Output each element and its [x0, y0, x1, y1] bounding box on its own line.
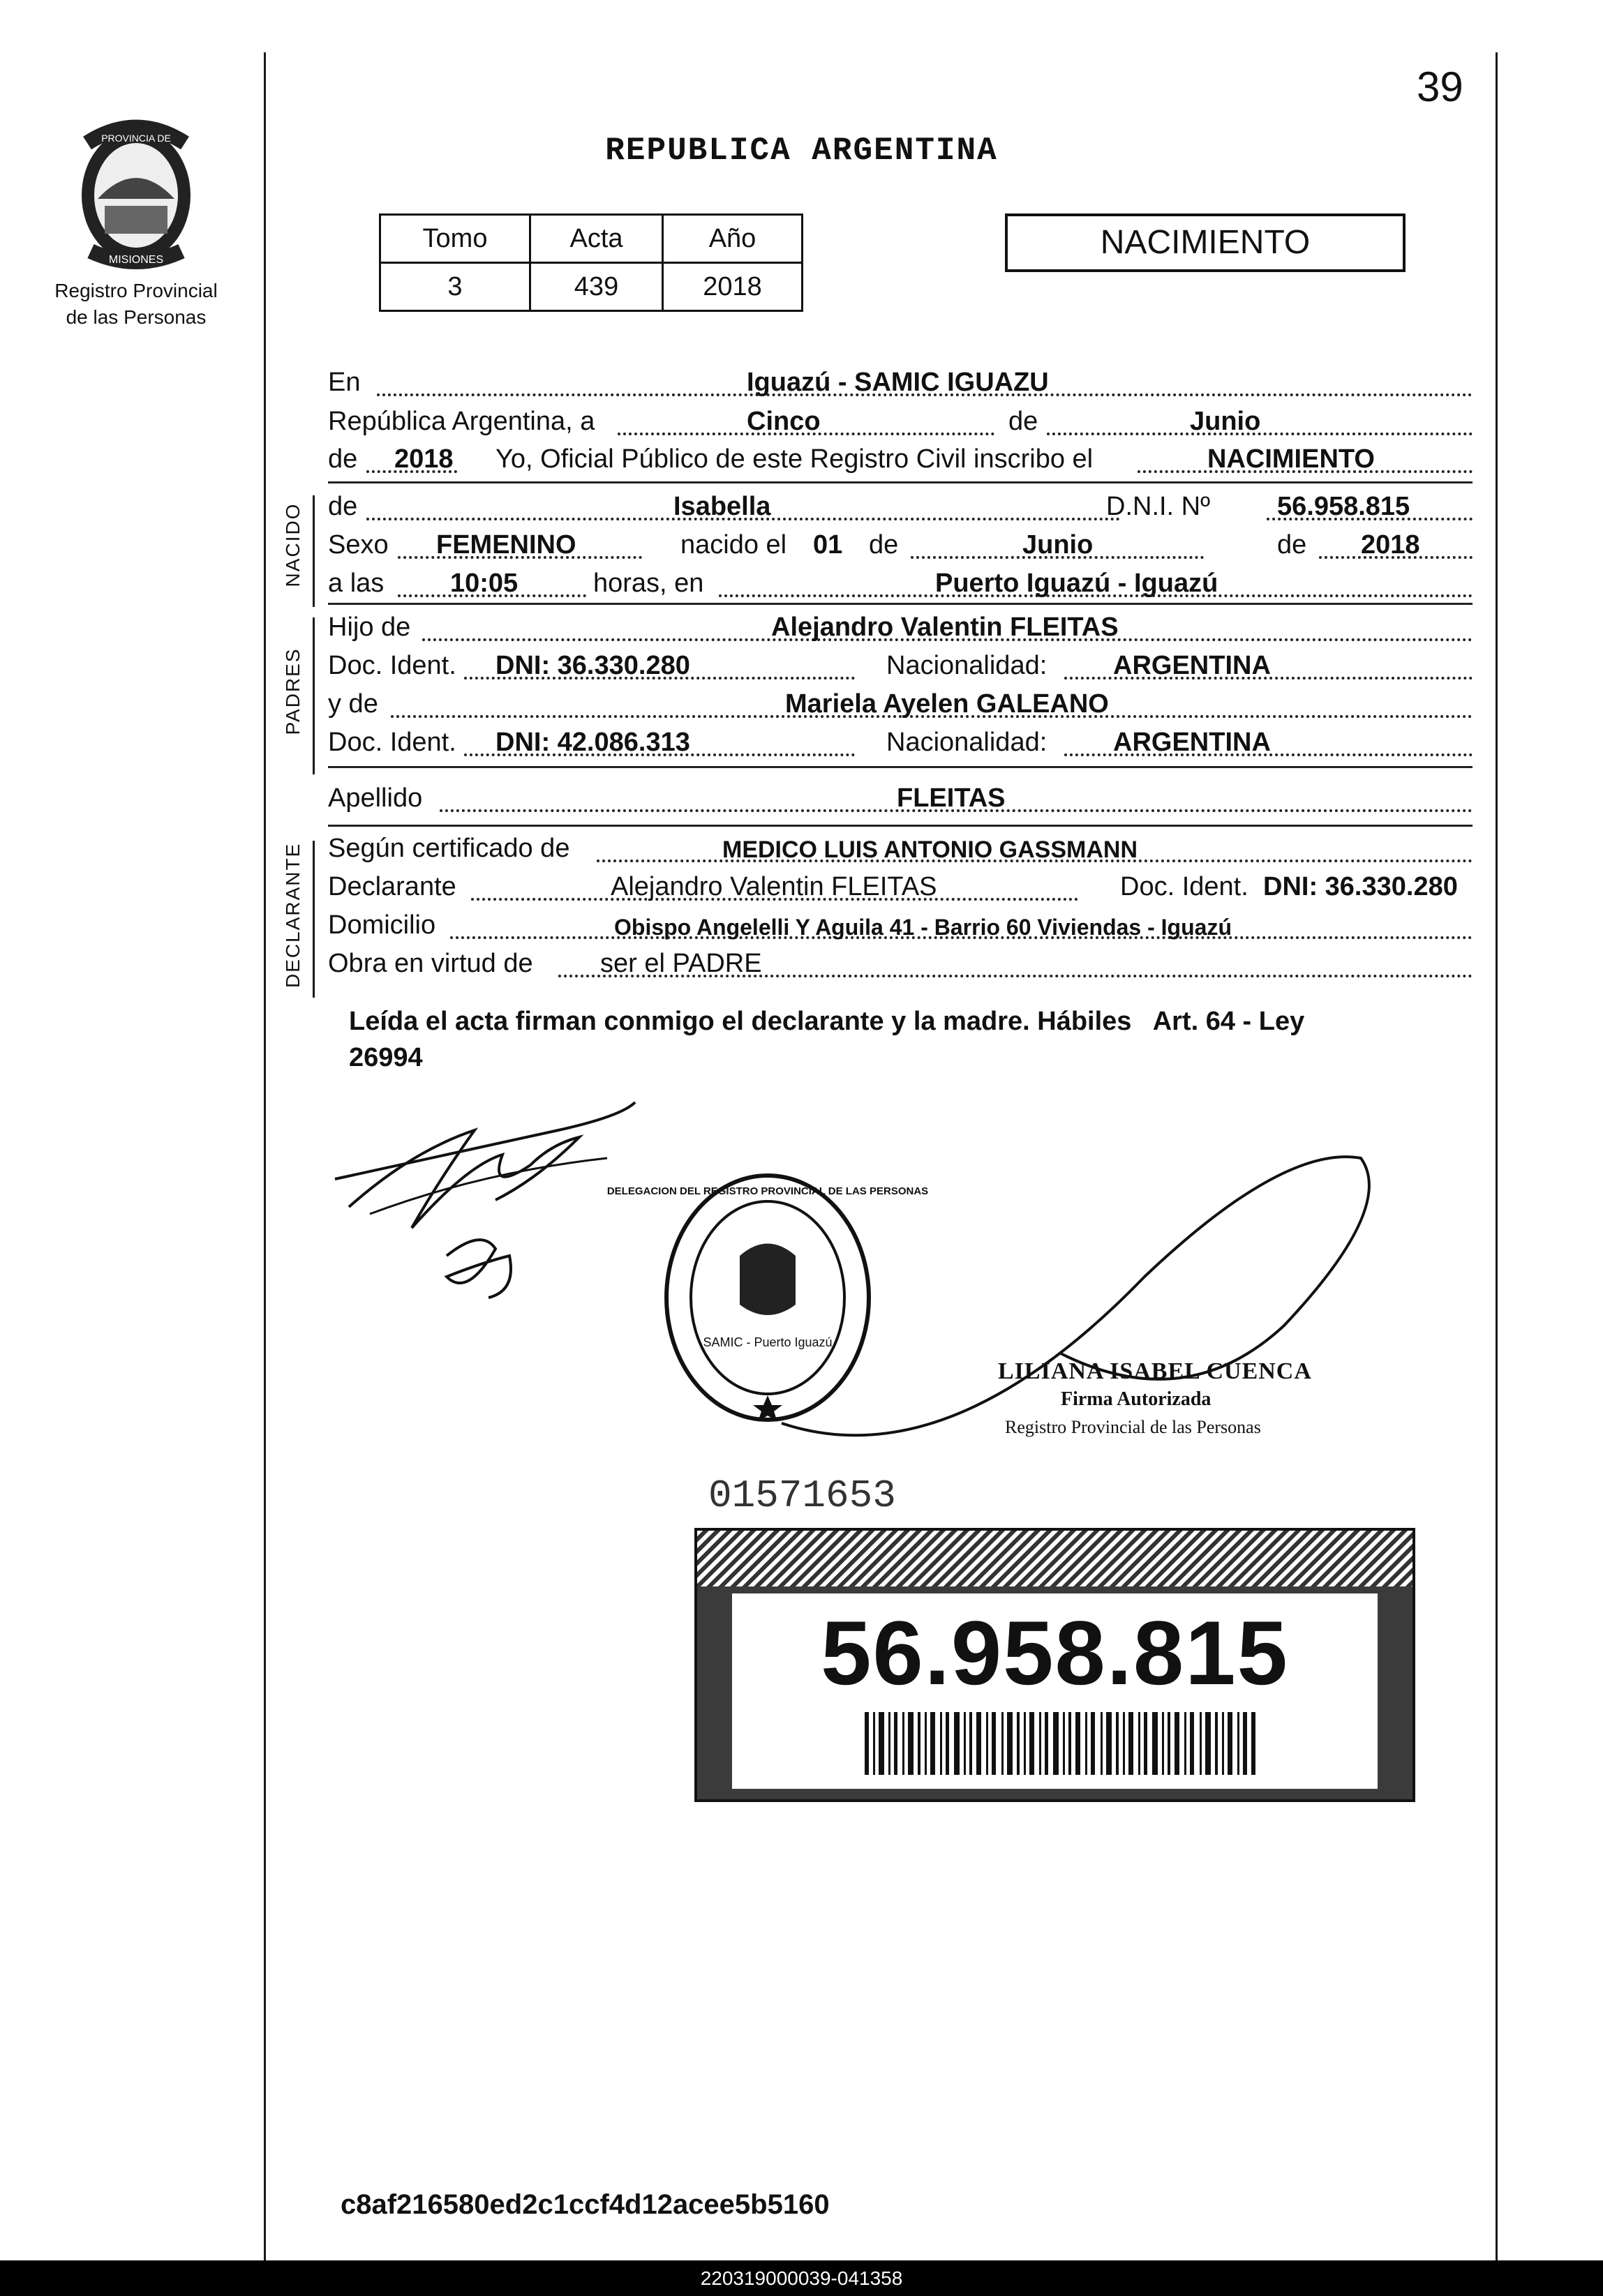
emblem-top-text: PROVINCIA DE — [101, 133, 171, 144]
apellido-value: FLEITAS — [897, 783, 1006, 813]
row-oficial — [328, 441, 1472, 479]
stamp-ring-text: DELEGACION DEL REGISTRO PROVINCIAL DE LAS PERSONAS — [606, 1185, 929, 1197]
declarante-label: Declarante — [328, 872, 456, 901]
row-nombre — [328, 488, 1472, 526]
domicilio-label: Domicilio — [328, 910, 436, 940]
doc2-label: Doc. Ident. — [328, 728, 456, 757]
closing-note — [349, 1003, 1466, 1076]
logo-caption-line1: Registro Provincial — [54, 280, 218, 301]
authority-role: Firma Autorizada — [1061, 1388, 1211, 1410]
value-tomo: 3 — [380, 263, 530, 311]
segun-label: Según certificado de — [328, 834, 570, 863]
sexo-label: Sexo — [328, 530, 389, 560]
obra-label: Obra en virtud de — [328, 949, 533, 978]
row-republica — [328, 403, 1472, 441]
row-apellido — [328, 780, 1472, 818]
nac-mes-value: Junio — [1022, 530, 1094, 560]
authority-block — [998, 1358, 1312, 1441]
dia-value: Cinco — [747, 407, 821, 436]
nacido-de-label: de — [328, 492, 358, 521]
segun-value: MEDICO LUIS ANTONIO GASSMANN — [722, 836, 1138, 863]
section-divider — [328, 766, 1472, 768]
page-number: 39 — [1417, 63, 1463, 110]
province-emblem-icon — [66, 115, 206, 272]
value-anio: 2018 — [663, 263, 803, 311]
nombre-value: Isabella — [673, 492, 771, 521]
de2-label: de — [328, 444, 358, 474]
serial-number: 01571653 — [708, 1473, 896, 1518]
dni-label: D.N.I. Nº — [1106, 492, 1210, 521]
stamp-inner-text: SAMIC - Puerto Iguazú — [703, 1335, 833, 1349]
apellido-label: Apellido — [328, 783, 423, 813]
value-acta: 439 — [530, 263, 663, 311]
registry-logo — [42, 115, 230, 329]
closing-note-line2: 26994 — [349, 1043, 423, 1072]
republica-label: República Argentina, a — [328, 407, 595, 436]
side-label-nacido: NACIDO — [282, 502, 304, 587]
madre-value: Mariela Ayelen GALEANO — [785, 689, 1109, 719]
authority-office: Registro Provincial de las Personas — [1005, 1417, 1261, 1437]
doc1-label: Doc. Ident. — [328, 651, 456, 680]
row-en — [328, 364, 1472, 402]
row-doc-padre — [328, 647, 1472, 685]
nac-de2-label: de — [1277, 530, 1307, 560]
decl-doc-label: Doc. Ident. — [1120, 872, 1248, 901]
decl-doc-value: DNI: 36.330.280 — [1263, 872, 1458, 901]
row-hora — [328, 565, 1472, 603]
declarante-value: Alejandro Valentin FLEITAS — [611, 872, 937, 901]
side-label-declarante: DECLARANTE — [282, 842, 304, 988]
declarante-bracket — [313, 841, 315, 998]
emblem-bottom-text: MISIONES — [108, 254, 164, 266]
document-hash: c8af216580ed2c1ccf4d12acee5b5160 — [341, 2189, 830, 2220]
anio-value: 2018 — [394, 444, 454, 474]
row-domicilio — [328, 907, 1472, 945]
id-number-label — [694, 1528, 1415, 1802]
row-padre — [328, 609, 1472, 647]
header-acta: Acta — [530, 215, 663, 263]
padre-value: Alejandro Valentin FLEITAS — [771, 613, 1119, 642]
closing-note-line1: Leída el acta firman conmigo el declarante y la madre. Hábiles Art. 64 - Ley — [349, 1007, 1305, 1036]
nac1-label: Nacionalidad: — [886, 651, 1047, 680]
padres-bracket — [313, 617, 315, 774]
doc1-value: DNI: 36.330.280 — [495, 651, 690, 680]
section-divider — [328, 603, 1472, 605]
doc2-value: DNI: 42.086.313 — [495, 728, 690, 757]
nac2-label: Nacionalidad: — [886, 728, 1047, 757]
nac-anio-value: 2018 — [1361, 530, 1420, 560]
yde-label: y de — [328, 689, 378, 719]
de-label: de — [1008, 407, 1038, 436]
domicilio-value: Obispo Angelelli Y Aguila 41 - Barrio 60 Viviendas - Iguazú — [614, 915, 1232, 940]
section-divider — [328, 481, 1472, 483]
obra-value: ser el PADRE — [600, 949, 762, 978]
nac-dia-value: 01 — [813, 530, 843, 560]
nac1-value: ARGENTINA — [1113, 651, 1271, 680]
id-number: 56.958.815 — [821, 1602, 1289, 1704]
section-divider — [328, 825, 1472, 827]
row-doc-madre — [328, 724, 1472, 762]
mes-value: Junio — [1190, 407, 1261, 436]
horas-en-label: horas, en — [593, 569, 704, 598]
security-pattern — [697, 1531, 1412, 1586]
nacido-el-label: nacido el — [680, 530, 787, 560]
side-label-padres: PADRES — [282, 647, 304, 735]
right-margin-line — [1496, 52, 1498, 2260]
header-tomo: Tomo — [380, 215, 530, 263]
hijo-label: Hijo de — [328, 613, 411, 642]
oficial-text: Yo, Oficial Público de este Registro Civil inscribo el — [495, 444, 1094, 474]
en-label: En — [328, 368, 361, 397]
logo-caption-line2: de las Personas — [66, 306, 207, 328]
en-value: Iguazú - SAMIC IGUAZU — [747, 368, 1049, 397]
declarant-signature — [328, 1088, 656, 1312]
dni-value: 56.958.815 — [1277, 492, 1410, 521]
row-obra — [328, 945, 1472, 983]
barcode — [865, 1712, 1255, 1775]
authority-name: LILIANA ISABEL CUENCA — [998, 1358, 1312, 1384]
row-sexo — [328, 527, 1472, 564]
row-madre — [328, 686, 1472, 723]
header-anio: Año — [663, 215, 803, 263]
row-segun — [328, 830, 1472, 868]
page-title: REPUBLICA ARGENTINA — [605, 133, 998, 169]
record-reference-table — [379, 213, 803, 312]
record-type-box: NACIMIENTO — [1005, 213, 1406, 272]
nacido-bracket — [313, 495, 315, 607]
inscribo-value: NACIMIENTO — [1207, 444, 1375, 474]
footer-code: 220319000039-041358 — [0, 2260, 1603, 2296]
nac2-value: ARGENTINA — [1113, 728, 1271, 757]
hora-value: 10:05 — [450, 569, 519, 598]
left-margin-line — [264, 52, 266, 2260]
a-las-label: a las — [328, 569, 385, 598]
lugar-value: Puerto Iguazú - Iguazú — [935, 569, 1218, 598]
sexo-value: FEMENINO — [436, 530, 576, 560]
nac-de-label: de — [869, 530, 899, 560]
row-declarante — [328, 869, 1472, 906]
